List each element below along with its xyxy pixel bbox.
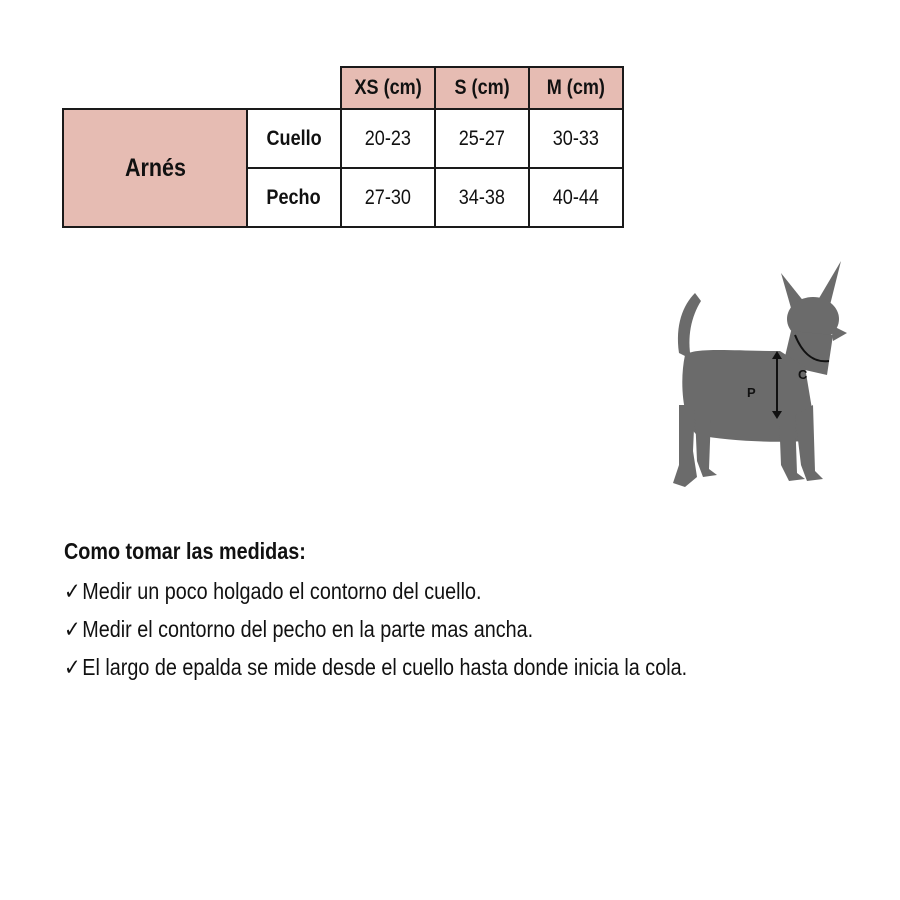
list-item: ✓Medir un poco holgado el contorno del cuello. xyxy=(64,578,482,604)
dog-measurement-illustration xyxy=(655,255,855,495)
product-name-cell: Arnés xyxy=(63,109,247,227)
check-icon: ✓ xyxy=(64,578,81,604)
table-row xyxy=(63,109,623,168)
dog-silhouette-icon xyxy=(673,261,847,487)
list-item: ✓Medir el contorno del pecho en la parte mas ancha. xyxy=(64,616,534,642)
neck-xs-value: 20-23 xyxy=(341,109,435,168)
instructions-heading: Como tomar las medidas: xyxy=(64,538,306,564)
neck-marker-label: C xyxy=(798,367,808,382)
measure-label-chest: Pecho xyxy=(247,168,341,227)
check-icon: ✓ xyxy=(64,616,81,642)
size-table xyxy=(62,66,624,228)
check-icon: ✓ xyxy=(64,654,81,680)
size-header-xs: XS (cm) xyxy=(341,67,435,109)
neck-m-value: 30-33 xyxy=(529,109,623,168)
instructions-list xyxy=(64,576,864,682)
chest-s-value: 34-38 xyxy=(435,168,529,227)
measure-label-neck: Cuello xyxy=(247,109,341,168)
chest-xs-value: 27-30 xyxy=(341,168,435,227)
measurement-instructions xyxy=(64,536,864,690)
size-header-row xyxy=(63,67,623,109)
table-corner-blank xyxy=(63,67,341,109)
neck-s-value: 25-27 xyxy=(435,109,529,168)
chest-m-value: 40-44 xyxy=(529,168,623,227)
list-item: ✓El largo de epalda se mide desde el cuello hasta donde inicia la cola. xyxy=(64,654,688,680)
chest-marker-label: P xyxy=(747,385,756,400)
size-header-s: S (cm) xyxy=(435,67,529,109)
size-header-m: M (cm) xyxy=(529,67,623,109)
